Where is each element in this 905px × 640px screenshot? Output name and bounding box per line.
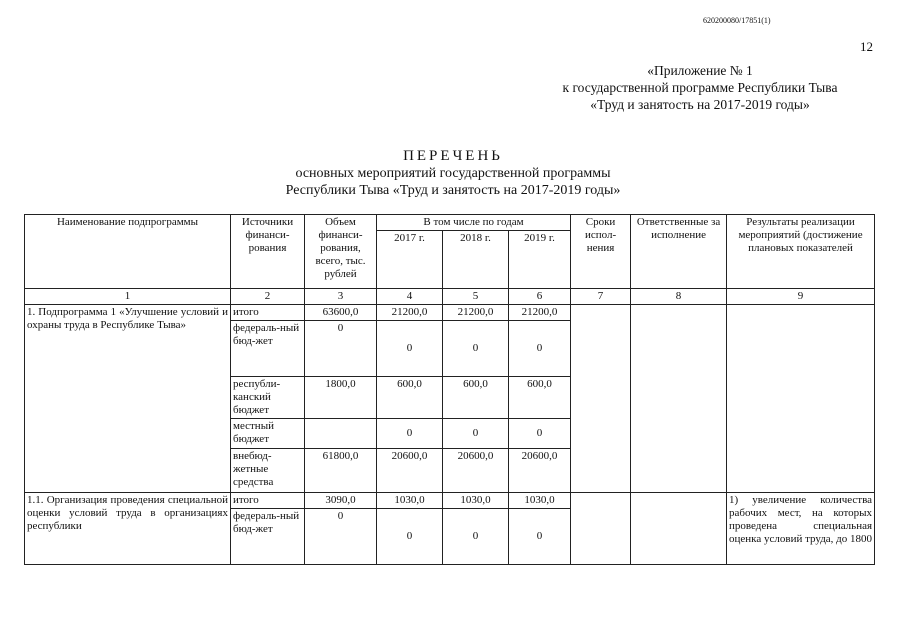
funding-2019: 20600,0 (509, 449, 571, 493)
funding-source: итого (231, 493, 305, 509)
funding-2019: 600,0 (509, 377, 571, 419)
header-name: Наименование подпрограммы (25, 215, 231, 289)
terms-cell (571, 493, 631, 565)
appendix-line: «Труд и занятость на 2017-2019 годы» (590, 97, 810, 112)
funding-2019: 21200,0 (509, 305, 571, 321)
results-cell: 1) увеличение количества рабочих мест, на которых проведена специальная оценка условий труда, до 1800 (727, 493, 875, 565)
column-number: 2 (231, 289, 305, 305)
column-number: 1 (25, 289, 231, 305)
column-number: 6 (509, 289, 571, 305)
funding-source: внебюд-жетные средства (231, 449, 305, 493)
document-title (200, 148, 706, 199)
measure-name: 1.1. Организация проведения специальной оценки условий труда в организациях республики (25, 493, 231, 565)
funding-2018: 21200,0 (443, 305, 509, 321)
title-main: ПЕРЕЧЕНЬ (403, 148, 503, 164)
funding-2018: 0 (443, 419, 509, 449)
column-number: 3 (305, 289, 377, 305)
header-by-years: В том числе по годам (377, 215, 571, 231)
document-id: 620200080/17851(1) (703, 16, 771, 25)
funding-total: 3090,0 (305, 493, 377, 509)
terms-cell (571, 305, 631, 493)
column-number: 4 (377, 289, 443, 305)
title-line: основных мероприятий государственной программы (295, 166, 611, 181)
header-year-2019: 2019 г. (509, 231, 571, 289)
funding-2018: 600,0 (443, 377, 509, 419)
funding-2019: 1030,0 (509, 493, 571, 509)
funding-2018: 1030,0 (443, 493, 509, 509)
header-volume: Объем финанси-рования, всего, тыс. рублей (305, 215, 377, 289)
column-number: 8 (631, 289, 727, 305)
funding-source: федераль-ный бюд-жет (231, 321, 305, 377)
measures-table (24, 214, 875, 565)
page-number: 12 (860, 39, 873, 54)
responsible-cell (631, 493, 727, 565)
column-number: 7 (571, 289, 631, 305)
funding-2017: 600,0 (377, 377, 443, 419)
title-line: Республики Тыва «Труд и занятость на 2017-2019 годы» (285, 183, 621, 198)
column-number: 9 (727, 289, 875, 305)
header-results: Результаты реализации мероприятий (достижение плановых показателей (727, 215, 875, 289)
funding-2018: 20600,0 (443, 449, 509, 493)
funding-total: 61800,0 (305, 449, 377, 493)
funding-2019: 0 (509, 321, 571, 377)
funding-total: 1800,0 (305, 377, 377, 419)
results-cell (727, 305, 875, 493)
funding-2019: 0 (509, 509, 571, 565)
responsible-cell (631, 305, 727, 493)
subprogram-name: 1. Подпрограмма 1 «Улучшение условий и охраны труда в Республике Тыва» (25, 305, 231, 493)
funding-2018: 0 (443, 321, 509, 377)
appendix-line: «Приложение № 1 (647, 63, 753, 78)
funding-source: итого (231, 305, 305, 321)
header-source: Источники финанси-рования (231, 215, 305, 289)
funding-source: местный бюджет (231, 419, 305, 449)
funding-2019: 0 (509, 419, 571, 449)
appendix-note (540, 62, 860, 113)
column-number: 5 (443, 289, 509, 305)
funding-source: федераль-ный бюд-жет (231, 509, 305, 565)
funding-source: республи-канский бюджет (231, 377, 305, 419)
appendix-line: к государственной программе Республики Тыва (562, 80, 838, 95)
funding-total (305, 419, 377, 449)
funding-2017: 0 (377, 509, 443, 565)
column-number-row (25, 289, 875, 305)
funding-total: 63600,0 (305, 305, 377, 321)
header-year-2018: 2018 г. (443, 231, 509, 289)
funding-2017: 21200,0 (377, 305, 443, 321)
header-responsible: Ответственные за исполнение (631, 215, 727, 289)
header-terms: Сроки испол-нения (571, 215, 631, 289)
funding-total: 0 (305, 509, 377, 565)
table-row (25, 305, 875, 321)
funding-total: 0 (305, 321, 377, 377)
table-row (25, 493, 875, 509)
funding-2017: 1030,0 (377, 493, 443, 509)
funding-2017: 0 (377, 419, 443, 449)
funding-2018: 0 (443, 509, 509, 565)
funding-2017: 20600,0 (377, 449, 443, 493)
funding-2017: 0 (377, 321, 443, 377)
header-year-2017: 2017 г. (377, 231, 443, 289)
